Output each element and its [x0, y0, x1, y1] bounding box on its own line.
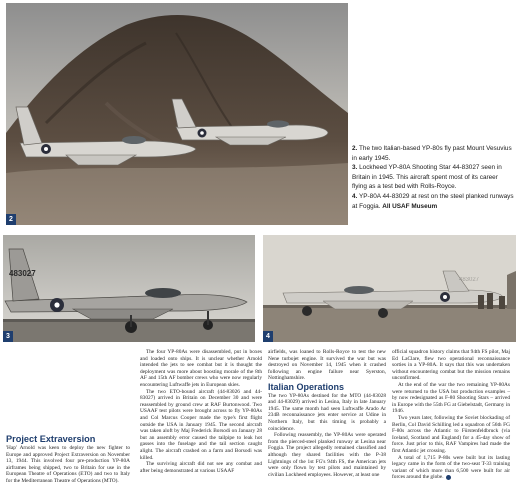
photo-yp80a-foggia — [263, 235, 516, 342]
heading-project-extraversion: Project Extraversion — [6, 434, 96, 444]
column4-paragraph-1: official squadron history claims that 94th FS pilot, Maj Ed LaClare, flew two operational reconnaissance sorties in a YP-80A. It says that this was undertaken without encountering combat but the mission remains unconfirmed. — [392, 349, 510, 382]
column2-paragraph-2: The two ETO-bound aircraft (44-83026 and 44-83027) arrived in Britain on December 30 and were reassembled by ground crew at RAF Burtonwood. Two USAAF test pilots were brought across to fly YP-80As and Col Marcus Cooper made the type's first flight outside the USA in January 1945. The second aircraft was taken aloft by Maj Frederick Borsodi on January 28 but an assembly error caused the tailpipe to leak hot gasses into the fuselage and the tail section caught alight. The aircraft crashed on a farm and Borsodi was killed. — [140, 388, 262, 461]
caption-item-2 — [352, 144, 514, 163]
caption-item-3 — [352, 163, 514, 192]
column4-paragraph-3: Two years later, following the Soviet blockading of Berlin, Col David Schilling led a squadron of 56th FG F-80s across the Atlantic to Fürstenfeldbruck (via Iceland, Scotland and England) for a 45-day show of force. Just prior to this, RAF Vampires had made the first Atlantic jet crossing. — [392, 414, 510, 454]
photo-number-4: 4 — [263, 331, 273, 342]
photo-captions — [352, 144, 514, 211]
caption-number-3: 3. — [352, 164, 358, 172]
caption-text-3: Lockheed YP-80A Shooting Star 44-83027 seen in Britain in 1945. This aircraft spent most of its career flying as a test bed with Rolls-Royce. — [352, 164, 502, 191]
photo-vesuvius-flypast — [6, 3, 348, 225]
heading-italian-operations: Italian Operations — [268, 381, 345, 392]
article-column-2 — [140, 349, 262, 474]
caption-text-4: YP-80A 44-83029 at rest on the steel planked runways at Foggia. — [352, 192, 514, 210]
column4-paragraph-4-text: A total of 1,715 P-80s were built but its lasting legacy came in the form of the two-seat T-33 training variant of which more than 6,500 were built for air forces around the globe. — [392, 454, 510, 481]
photo-yp80a-britain — [3, 235, 255, 342]
article-column-1 — [6, 445, 130, 485]
caption-item-4 — [352, 192, 514, 211]
caption-number-2: 2. — [352, 145, 358, 152]
end-of-article-icon — [446, 475, 451, 480]
column1-paragraph-1: 'Hap' Arnold was keen to deploy the new fighter to Europe and approved Project Extraversion on November 13, 1944. This involved four pre-production YP-80A airframes being shipped, two to Britain for use in the European Theatre of Operations (ETO) and two to Italy for the Mediterranean Theatre of Operations (MTO). — [6, 445, 130, 484]
column2-paragraph-1: The four YP-80As were disassembled, put in boxes and loaded onto ships. It is unclear whether Arnold intended the jets to see combat but it is thought the deployment was more about boosting morale of the 8th AF and 15th AF bomber crews who were now regularly encountering Luftwaffe jets in European skies. — [140, 349, 262, 388]
caption-text-2: The two Italian-based YP-80s fly past Mount Vesuvius in early 1945. — [352, 145, 512, 162]
article-column-3 — [268, 349, 386, 478]
photo-credit: All USAF Museum — [382, 202, 438, 210]
column4-paragraph-2: At the end of the war the two remaining YP-80As were returned to the USA but production examples – by now redesignated as F-80 Shooting Stars – arrived in Europe with the 55th FG at Giebelstadt, Germany in 1946. — [392, 381, 510, 415]
photo-number-2: 2 — [6, 214, 16, 225]
photo-britain-image — [3, 235, 255, 342]
photo3-serial: 483027 — [9, 269, 36, 278]
caption-number-4: 4. — [352, 192, 358, 200]
column3-paragraph-2: The two YP-80As destined for the MTO (44-83028 and 44-83029) arrived in Lesina, Italy in late January 1945. The same month had seen Luftwaffe Arado Ar 234B reconnaissance jets enter service at Udine in Northern Italy, but this timing is probably a coincidence. — [268, 392, 386, 432]
photo-foggia-image — [263, 235, 516, 342]
column4-paragraph-4 — [392, 455, 510, 481]
photo-vesuvius-image — [6, 3, 348, 225]
column2-paragraph-3: The surviving aircraft did not see any combat and after being demonstrated at various USAAF — [140, 461, 262, 474]
column3-paragraph-1: airfields, was loaned to Rolls-Royce to test the new Nene turbojet engine. It survived the war but was destroyed on November 14, 1945 when it crashed following an engine failure near Syerston, Nottinghamshire. — [268, 349, 386, 382]
column3-paragraph-3: Following reassembly, the YP-80As were operated from the pierced-steel planked runway at Lesina near Foggia. The project allegedly remained classified and although they shared facilities with the P-38 Lightnings of the 1st FG's 94th FS, the American jets were only flown by test pilots and maintained by civilian Lockheed employees. However, at least one — [268, 432, 386, 478]
photo4-serial: 483027 — [459, 277, 480, 283]
article-column-4 — [392, 349, 510, 481]
photo-number-3: 3 — [3, 331, 13, 342]
